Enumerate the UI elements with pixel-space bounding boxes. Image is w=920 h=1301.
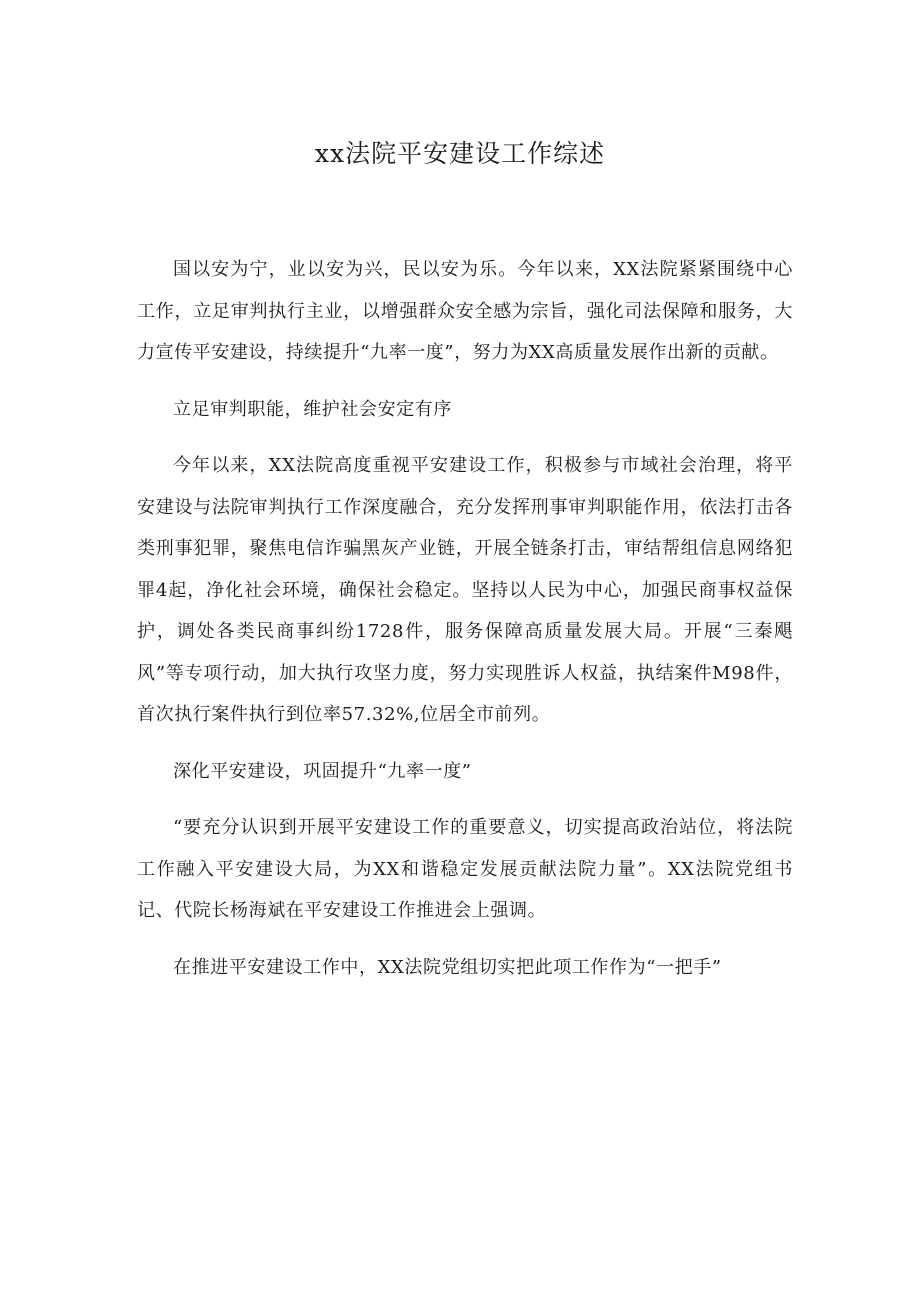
document-title: xx法院平安建设工作综述 xyxy=(314,139,606,168)
intro-paragraph: 国以安为宁，业以安为兴，民以安为乐。今年以来，XX法院紧紧围绕中心工作，立足审判执行主业，以增强群众安全感为宗旨，强化司法保障和服务，大力宣传平安建设，持续提升“九率一度”，努力为XX高质量发展作出新的贡献。 xyxy=(137,259,793,363)
document-body xyxy=(137,249,793,988)
trial-function-paragraph: 今年以来，XX法院高度重视平安建设工作，积极参与市域社会治理，将平安建设与法院审判执行工作深度融合，充分发挥刑事审判职能作用，依法打击各类刑事犯罪，聚焦电信诈骗黑灰产业链，开展全链条打击，审结帮组信息网络犯罪4起，净化社会环境，确保社会稳定。坚持以人民为中心，加强民商事权益保护，调处各类民商事纠纷1728件，服务保障高质量发展大局。开展“三秦飓风”等专项行动，加大执行攻坚力度，努力实现胜诉人权益，执结案件M98件，首次执行案件执行到位率57.32%,位居全市前列。 xyxy=(137,455,793,725)
section-heading-deepen-safety: 深化平安建设，巩固提升“九率一度” xyxy=(173,760,472,782)
quote-paragraph: “要充分认识到开展平安建设工作的重要意义，切实提高政治站位，将法院工作融入平安建设大局，为XX和谐稳定发展贡献法院力量”。XX法院党组书记、代院长杨海斌在平安建设工作推进会上强调。 xyxy=(137,817,793,921)
section-heading-trial-function: 立足审判职能，维护社会安定有序 xyxy=(173,398,452,420)
promotion-paragraph: 在推进平安建设工作中，XX法院党组切实把此项工作作为“一把手” xyxy=(173,956,722,978)
